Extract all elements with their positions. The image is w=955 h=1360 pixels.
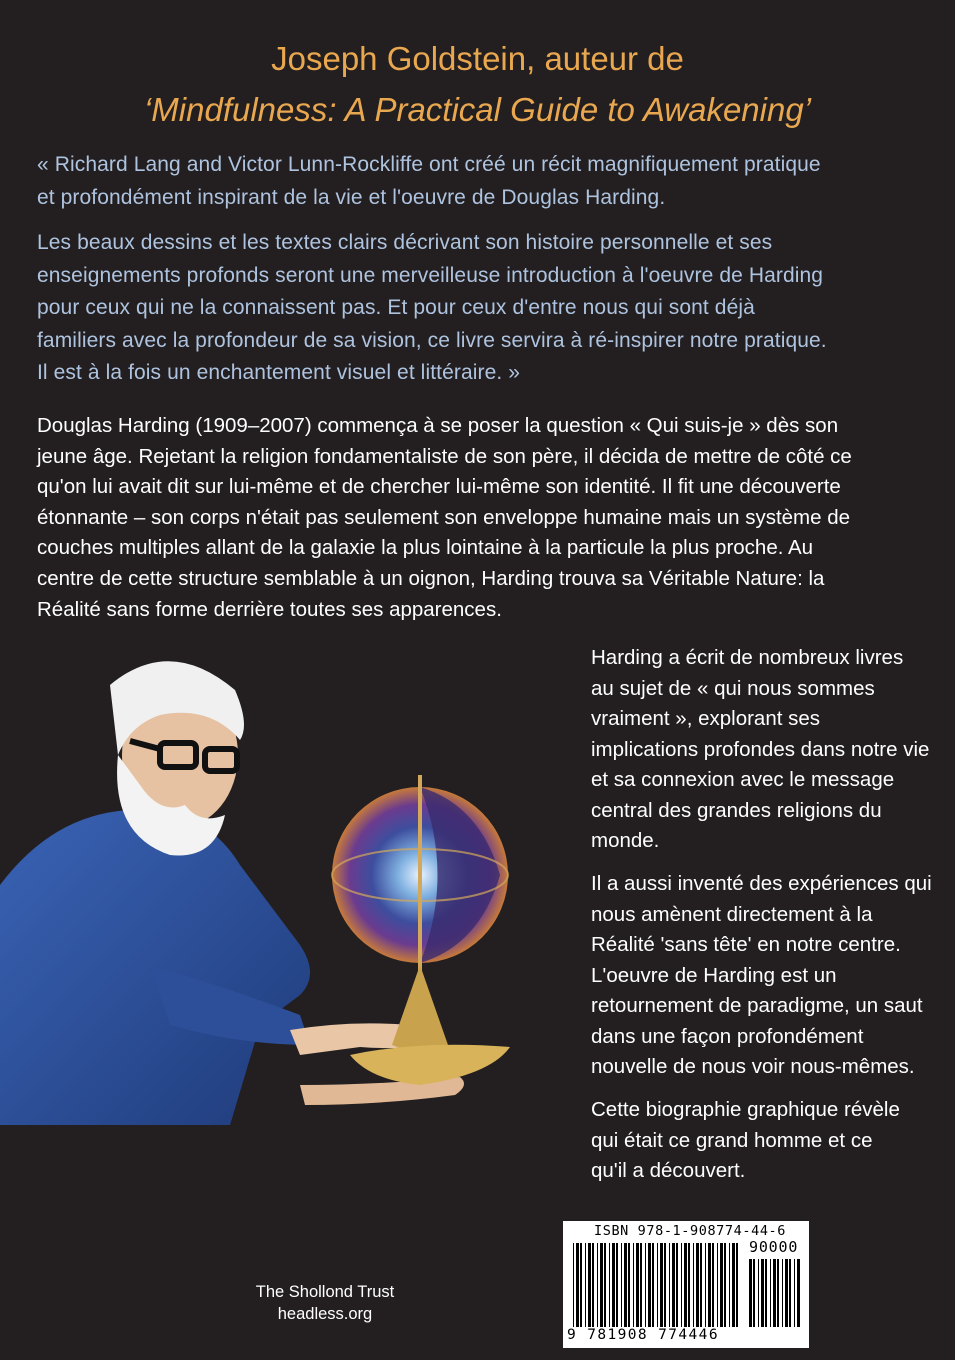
- text-line: qui était ce grand homme et ce: [591, 1128, 873, 1152]
- barcode-bar: [736, 1243, 738, 1327]
- barcode-bar: [616, 1243, 618, 1327]
- text-line: qu'on lui avait dit sur lui-même et de chercher lui-même son identité. Il fit une découverte: [37, 475, 841, 499]
- barcode-bar: [652, 1243, 654, 1327]
- barcode-bar: [604, 1243, 606, 1327]
- text-line: dans une façon profondément: [591, 1024, 864, 1048]
- text-line: et sa connexion avec le message: [591, 768, 895, 791]
- barcode-bar: [794, 1259, 795, 1327]
- barcode-bar: [676, 1243, 678, 1327]
- column-paragraph-2: [591, 869, 936, 1083]
- barcode-bar: [609, 1243, 610, 1327]
- column-paragraph-1: [591, 643, 936, 857]
- barcode-bar: [621, 1243, 622, 1327]
- barcode-bar: [636, 1243, 639, 1327]
- publisher-url: headless.org: [277, 1305, 373, 1323]
- barcode-bar: [624, 1243, 627, 1327]
- barcode-bar: [633, 1243, 634, 1327]
- harding-illustration: [0, 645, 560, 1125]
- barcode-bar: [724, 1243, 726, 1327]
- barcode-bar: [660, 1243, 663, 1327]
- endorsement-paragraph-2: [37, 227, 927, 390]
- text-line: monde.: [591, 829, 660, 852]
- barcode-bar: [729, 1243, 730, 1327]
- barcode-bar: [580, 1243, 582, 1327]
- text-line: Cette biographie graphique révèle: [591, 1098, 900, 1121]
- barcode-bar: [777, 1259, 779, 1327]
- endorsement-paragraph-1: [37, 149, 927, 214]
- column-paragraph-3: [591, 1095, 936, 1187]
- barcode-bar: [696, 1243, 699, 1327]
- text-line: Réalité 'sans tête' en notre centre.: [591, 933, 901, 956]
- text-line: jeune âge. Rejetant la religion fondamentaliste de son père, il décida de mettre de côté ce: [37, 444, 852, 468]
- text-line: nous amènent directement à la: [591, 902, 873, 926]
- text-line: « Richard Lang and Victor Lunn-Rockliffe ont créé un récit magnifiquement pratique: [37, 153, 821, 176]
- barcode-bar: [628, 1243, 630, 1327]
- text-line: nouvelle de nous voir nous-mêmes.: [591, 1055, 915, 1078]
- barcode-bar: [773, 1259, 776, 1327]
- text-line: au sujet de « qui nous sommes: [591, 676, 875, 700]
- barcode-bar: [758, 1259, 759, 1327]
- text-line: Les beaux dessins et les textes clairs décrivant son histoire personnelle et ses: [37, 231, 773, 254]
- quote-author-book-title: ‘Mindfulness: A Practical Guide to Awakening’: [143, 91, 812, 128]
- barcode-bar: [700, 1243, 702, 1327]
- barcode-bar: [672, 1243, 675, 1327]
- barcode-bar: [717, 1243, 718, 1327]
- barcode-bar: [585, 1243, 586, 1327]
- text-line: centre de cette structure semblable à un oignon, Harding trouva sa Véritable Nature: la: [37, 566, 825, 590]
- shirt: [0, 810, 310, 1125]
- barcode-bar: [720, 1243, 723, 1327]
- barcode-bar: [797, 1259, 800, 1327]
- barcode-bar: [693, 1243, 694, 1327]
- barcode-bar: [761, 1259, 764, 1327]
- barcode-bar: [782, 1259, 783, 1327]
- text-line: implications profondes dans notre vie: [591, 737, 930, 761]
- barcode-bar: [681, 1243, 682, 1327]
- price-code: 90000: [749, 1238, 799, 1256]
- barcode-bar: [597, 1243, 598, 1327]
- barcode-bar: [785, 1259, 788, 1327]
- text-line: étonnante – son corps n'était pas seulement son enveloppe humaine mais un système de: [37, 505, 851, 529]
- barcode-bar: [669, 1243, 670, 1327]
- barcode-bar: [573, 1243, 574, 1327]
- text-line: Douglas Harding (1909–2007) commença à se poser la question « Qui suis-je » dès son: [37, 414, 839, 437]
- barcode-bar: [576, 1243, 579, 1327]
- text-line: central des grandes religions du: [591, 798, 882, 822]
- text-line: pour ceux qui ne la connaissent pas. Et pour ceux d'entre nous qui sont déjà: [37, 296, 755, 319]
- barcode-bar: [749, 1259, 752, 1327]
- barcode-bar: [588, 1243, 591, 1327]
- barcode-bar: [664, 1243, 666, 1327]
- text-line: enseignements profonds seront une merveilleuse introduction à l'oeuvre de Harding: [37, 263, 824, 287]
- publisher-name: The Shollond Trust: [255, 1283, 395, 1301]
- text-line: Réalité sans forme derrière toutes ses apparences.: [37, 597, 502, 621]
- text-line: Harding a écrit de nombreux livres: [591, 646, 904, 669]
- text-line: Il est à la fois un enchantement visuel et littéraire. »: [37, 361, 521, 384]
- isbn-barcode: [563, 1221, 809, 1348]
- text-line: qu'il a découvert.: [591, 1159, 746, 1182]
- isbn-number: ISBN 978-1-908774-44-6: [594, 1223, 787, 1239]
- barcode-bar: [592, 1243, 594, 1327]
- barcode-bar: [765, 1259, 767, 1327]
- barcode-bar: [648, 1243, 651, 1327]
- barcode-bar: [789, 1259, 791, 1327]
- text-line: vraiment », explorant ses: [591, 707, 821, 730]
- text-line: couches multiples allant de la galaxie la plus lointaine à la particule la plus proche. Au: [37, 536, 814, 560]
- text-line: retournement de paradigme, un saut: [591, 994, 923, 1017]
- ean-number: 9 781908 774446: [567, 1327, 719, 1343]
- barcode-bar: [657, 1243, 658, 1327]
- barcode-bar: [600, 1243, 603, 1327]
- barcode-bar: [770, 1259, 771, 1327]
- barcode-bar: [712, 1243, 714, 1327]
- barcode-bar: [732, 1243, 735, 1327]
- barcode-bar: [645, 1243, 646, 1327]
- barcode-bar: [684, 1243, 687, 1327]
- barcode-bar: [753, 1259, 755, 1327]
- barcode-bar: [612, 1243, 615, 1327]
- barcode-bar: [705, 1243, 706, 1327]
- barcode-bar: [640, 1243, 642, 1327]
- text-line: familiers avec la profondeur de sa vision, ce livre servira à ré-inspirer notre pratique.: [37, 328, 827, 352]
- barcode-bar: [708, 1243, 711, 1327]
- text-line: L'oeuvre de Harding est un: [591, 963, 837, 987]
- biography-paragraph: [37, 411, 927, 625]
- barcode-bar: [688, 1243, 690, 1327]
- quote-author-heading: Joseph Goldstein, auteur de: [271, 40, 684, 77]
- text-line: et profondément inspirant de la vie et l'oeuvre de Douglas Harding.: [37, 185, 666, 209]
- text-line: Il a aussi inventé des expériences qui: [591, 872, 932, 895]
- barcode-bars: [573, 1243, 743, 1327]
- price-barcode-bars: [749, 1259, 803, 1327]
